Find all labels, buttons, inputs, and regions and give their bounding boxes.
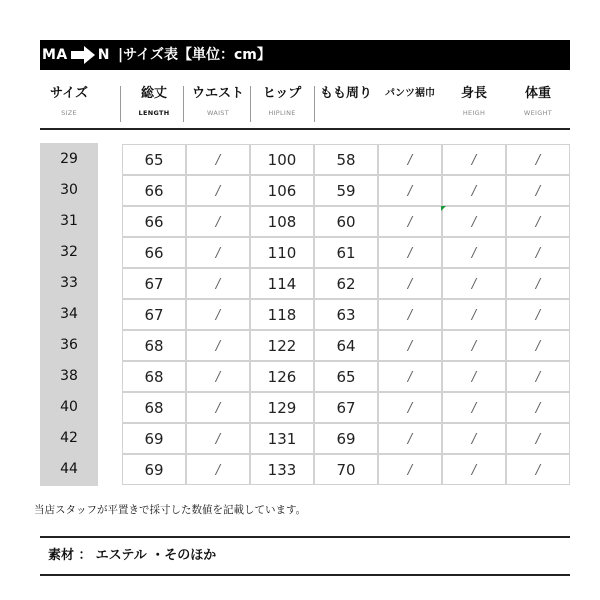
- length-cell: 66: [122, 206, 186, 237]
- hem-cell: /: [378, 423, 442, 454]
- thigh-cell: 70: [314, 454, 378, 485]
- column-header: [375, 86, 445, 108]
- size-chart-header: [40, 40, 570, 70]
- size-cell: 36: [60, 337, 78, 353]
- size-cell: 38: [60, 368, 78, 384]
- weight-cell: /: [506, 299, 570, 330]
- waist-cell: /: [186, 330, 250, 361]
- header-separator: [183, 86, 184, 122]
- brand-name-right: N: [97, 47, 110, 63]
- weight-cell: /: [506, 237, 570, 268]
- thigh-cell: 58: [314, 144, 378, 175]
- weight-cell: /: [506, 423, 570, 454]
- height-cell: /: [442, 392, 506, 423]
- weight-cell: /: [506, 268, 570, 299]
- height-cell: /: [442, 423, 506, 454]
- height-cell: /: [442, 268, 506, 299]
- waist-cell: /: [186, 206, 250, 237]
- hip-cell: 133: [250, 454, 314, 485]
- hip-cell: 131: [250, 423, 314, 454]
- waist-cell: /: [186, 237, 250, 268]
- column-header-sublabel: SIZE: [61, 109, 77, 117]
- measurement-note: 当店スタッフが平置きで採寸した数値を記載しています。: [34, 504, 307, 516]
- thigh-cell: 64: [314, 330, 378, 361]
- hem-cell: /: [378, 144, 442, 175]
- thigh-cell: 61: [314, 237, 378, 268]
- hip-cell: 110: [250, 237, 314, 268]
- column-header: [247, 86, 317, 118]
- column-header-label: ヒップ: [262, 86, 302, 101]
- size-cell: 42: [60, 430, 78, 446]
- height-cell: /: [442, 175, 506, 206]
- size-chart-title: |サイズ表【単位：cm】: [118, 47, 271, 63]
- column-header-label: 体重: [524, 86, 551, 101]
- length-cell: 67: [122, 299, 186, 330]
- size-cell: 32: [60, 244, 78, 260]
- weight-cell: /: [506, 206, 570, 237]
- size-cell: 40: [60, 399, 78, 415]
- length-cell: 69: [122, 454, 186, 485]
- hem-cell: /: [378, 175, 442, 206]
- weight-cell: /: [506, 392, 570, 423]
- column-header-label: サイズ: [50, 86, 88, 101]
- hem-cell: /: [378, 361, 442, 392]
- thigh-cell: 69: [314, 423, 378, 454]
- column-header-label: もも周り: [319, 86, 372, 101]
- weight-cell: /: [506, 330, 570, 361]
- column-header-label: パンツ裾巾: [385, 88, 435, 99]
- length-cell: 68: [122, 392, 186, 423]
- waist-cell: /: [186, 423, 250, 454]
- header-separator: [314, 86, 315, 122]
- hip-cell: 100: [250, 144, 314, 175]
- length-cell: 69: [122, 423, 186, 454]
- column-header-label: 総丈: [140, 86, 167, 101]
- column-header: [503, 86, 573, 118]
- column-header-sublabel: WAIST: [206, 109, 230, 117]
- size-cell: 29: [60, 151, 78, 167]
- material-value: エステル ・そのほか: [95, 548, 217, 563]
- column-header: [119, 86, 189, 118]
- height-cell: /: [442, 206, 506, 237]
- waist-cell: /: [186, 299, 250, 330]
- waist-cell: /: [186, 454, 250, 485]
- weight-cell: /: [506, 454, 570, 485]
- thigh-cell: 59: [314, 175, 378, 206]
- thigh-cell: 65: [314, 361, 378, 392]
- arrow-right-icon: [69, 40, 97, 70]
- waist-cell: /: [186, 361, 250, 392]
- column-header-label: ウエスト: [191, 86, 244, 101]
- hem-cell: /: [378, 454, 442, 485]
- thigh-cell: 60: [314, 206, 378, 237]
- hip-cell: 122: [250, 330, 314, 361]
- column-header-sublabel: HIPLINE: [268, 109, 296, 117]
- column-header-sublabel: HEIGH: [462, 109, 486, 117]
- length-cell: 67: [122, 268, 186, 299]
- size-cell: 33: [60, 275, 78, 291]
- height-cell: /: [442, 330, 506, 361]
- column-header: [34, 86, 104, 118]
- hip-cell: 129: [250, 392, 314, 423]
- material-label: 素材 ：: [48, 548, 92, 563]
- height-cell: /: [442, 299, 506, 330]
- column-header-label: 身長: [460, 86, 487, 101]
- hip-cell: 126: [250, 361, 314, 392]
- weight-cell: /: [506, 144, 570, 175]
- hip-cell: 106: [250, 175, 314, 206]
- waist-cell: /: [186, 392, 250, 423]
- header-separator: [250, 86, 251, 122]
- size-cell: 44: [60, 461, 78, 477]
- column-header-sublabel: WEIGHT: [523, 109, 553, 117]
- hem-cell: /: [378, 299, 442, 330]
- brand-name-left: MA: [42, 47, 68, 63]
- length-cell: 65: [122, 144, 186, 175]
- hem-cell: /: [378, 237, 442, 268]
- hem-cell: /: [378, 206, 442, 237]
- hip-cell: 118: [250, 299, 314, 330]
- column-header: [439, 86, 509, 118]
- length-cell: 66: [122, 175, 186, 206]
- header-separator: [120, 86, 121, 122]
- height-cell: /: [442, 144, 506, 175]
- length-cell: 66: [122, 237, 186, 268]
- hip-cell: 114: [250, 268, 314, 299]
- column-header-sublabel: LENGTH: [138, 109, 170, 117]
- size-cell: 34: [60, 306, 78, 322]
- material-info: [40, 536, 570, 576]
- size-cell: 31: [60, 213, 78, 229]
- hip-cell: 108: [250, 206, 314, 237]
- header-divider: [40, 128, 570, 130]
- size-cell: 30: [60, 182, 78, 198]
- weight-cell: /: [506, 361, 570, 392]
- waist-cell: /: [186, 175, 250, 206]
- column-header: [183, 86, 253, 118]
- height-cell: /: [442, 237, 506, 268]
- height-cell: /: [442, 454, 506, 485]
- hem-cell: /: [378, 330, 442, 361]
- cell-marker: [441, 206, 446, 211]
- thigh-cell: 62: [314, 268, 378, 299]
- length-cell: 68: [122, 361, 186, 392]
- column-header: [311, 86, 381, 108]
- height-cell: /: [442, 361, 506, 392]
- waist-cell: /: [186, 144, 250, 175]
- thigh-cell: 63: [314, 299, 378, 330]
- hem-cell: /: [378, 392, 442, 423]
- waist-cell: /: [186, 268, 250, 299]
- length-cell: 68: [122, 330, 186, 361]
- weight-cell: /: [506, 175, 570, 206]
- hem-cell: /: [378, 268, 442, 299]
- thigh-cell: 67: [314, 392, 378, 423]
